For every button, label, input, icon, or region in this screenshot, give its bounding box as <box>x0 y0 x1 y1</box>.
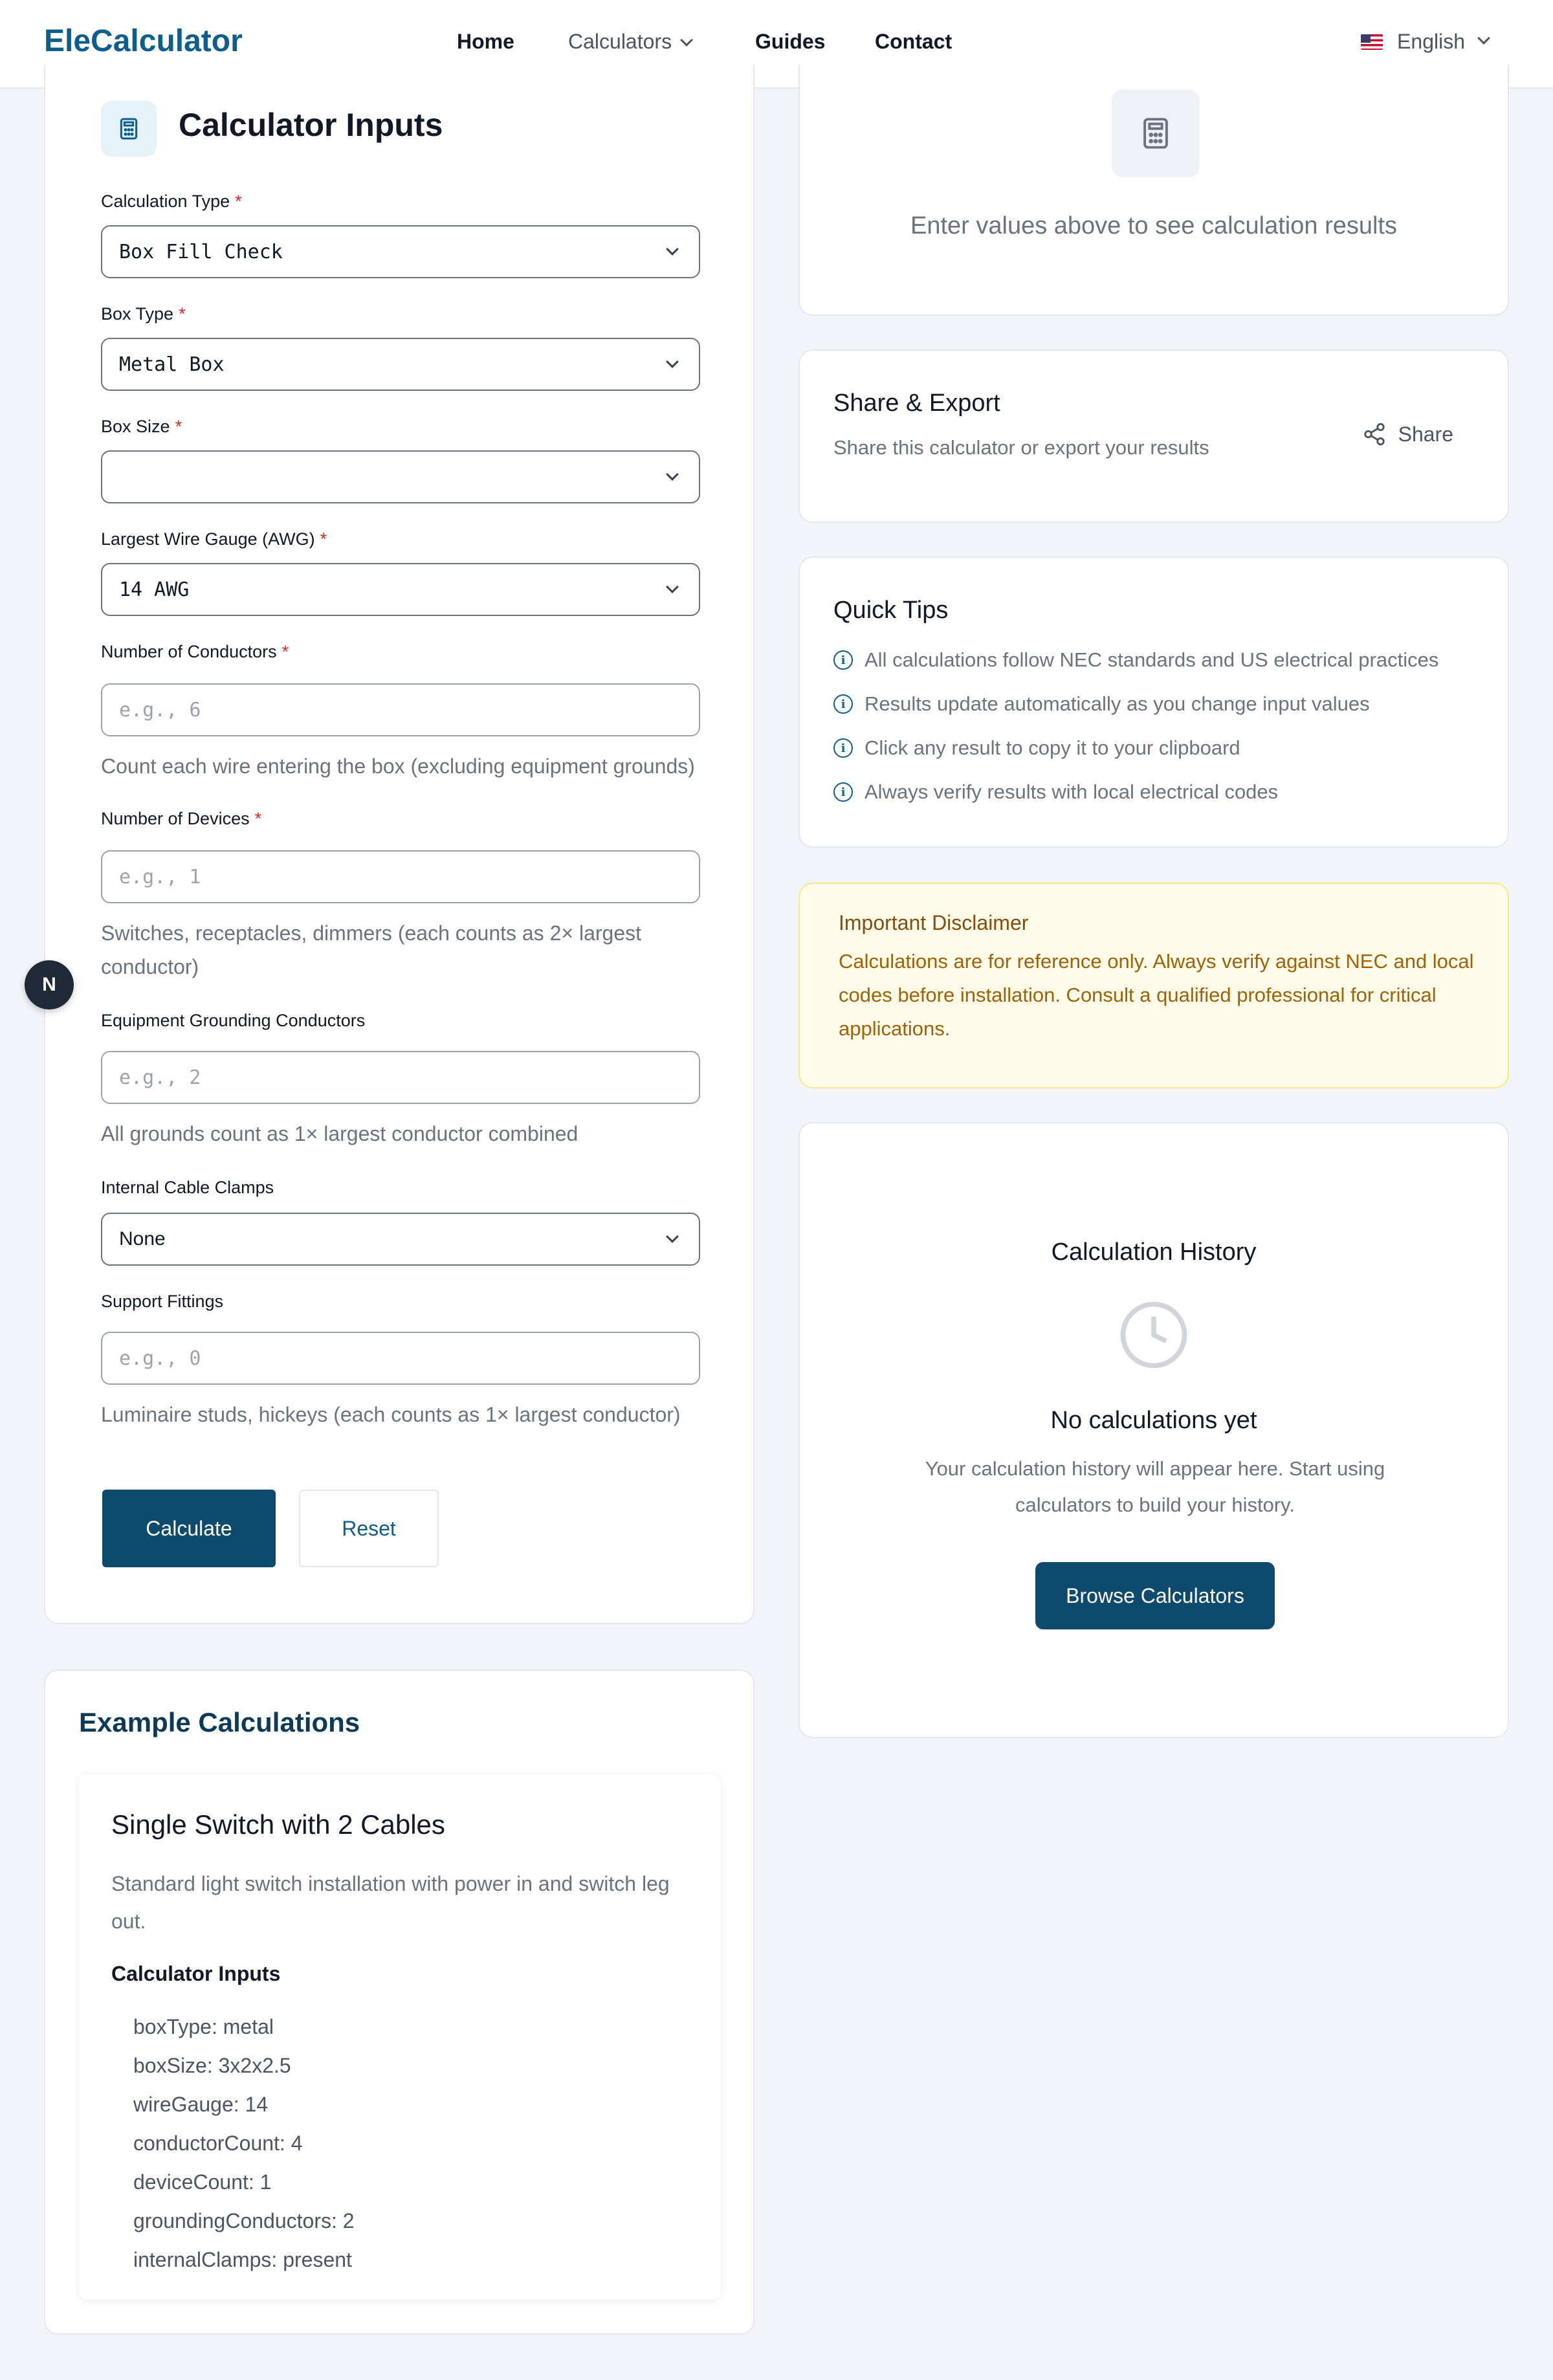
calculator-icon <box>1112 89 1200 177</box>
nav-home[interactable]: Home <box>457 30 514 53</box>
example-inputs-heading: Calculator Inputs <box>111 1962 281 1985</box>
disclaimer-title: Important Disclaimer <box>839 911 1029 934</box>
examples-title: Example Calculations <box>79 1707 360 1737</box>
conductors-label: Number of Conductors * <box>101 642 289 661</box>
calc-type-select[interactable] <box>101 225 700 278</box>
chevron-down-icon <box>666 580 679 593</box>
share-label: Share <box>1398 422 1453 446</box>
calculator-inputs-card <box>44 65 754 1624</box>
info-icon: i <box>833 694 853 714</box>
clamps-value: None <box>119 1228 166 1250</box>
example-calculations-card <box>44 1669 754 2335</box>
clamps-label: Internal Cable Clamps <box>101 1178 274 1197</box>
conductors-hint: Count each wire entering the box (excluding equipment grounds) <box>101 755 695 778</box>
fittings-input[interactable]: e.g., 0 <box>101 1332 700 1385</box>
results-card <box>799 65 1509 316</box>
box-type-select[interactable] <box>101 338 700 391</box>
chevron-down-icon <box>666 1230 679 1243</box>
calculator-icon <box>101 101 157 157</box>
results-placeholder: Enter values above to see calculation results <box>910 212 1397 239</box>
calc-type-label: Calculation Type * <box>101 192 242 211</box>
info-icon: i <box>833 738 853 758</box>
reset-button[interactable]: Reset <box>299 1490 439 1567</box>
grounding-hint: All grounds count as 1× largest conductor combined <box>101 1122 578 1145</box>
calculation-history-card <box>799 1122 1509 1738</box>
browse-calculators-button[interactable]: Browse Calculators <box>1035 1562 1275 1629</box>
wire-gauge-value: 14 AWG <box>119 578 190 601</box>
language-selector[interactable] <box>1361 30 1488 54</box>
history-empty-title: No calculations yet <box>1050 1407 1257 1434</box>
disclaimer-card <box>799 883 1509 1088</box>
fittings-label: Support Fittings <box>101 1292 224 1311</box>
calculate-button[interactable]: Calculate <box>102 1490 276 1567</box>
nav-calculators-label: Calculators <box>568 30 672 53</box>
share-export-card <box>799 349 1509 523</box>
share-subtitle: Share this calculator or export your results <box>833 436 1209 459</box>
nav-contact[interactable]: Contact <box>875 30 953 53</box>
history-empty-text: Your calculation history will appear here. Start using calculators to build your history. <box>925 1457 1385 1516</box>
share-button[interactable] <box>1362 422 1453 446</box>
clock-icon <box>1117 1298 1191 1372</box>
chevron-down-icon <box>680 34 693 47</box>
devices-input[interactable]: e.g., 1 <box>101 850 700 903</box>
floating-n-badge[interactable]: N <box>25 960 74 1009</box>
box-type-label: Box Type * <box>101 304 186 324</box>
devices-hint: Switches, receptacles, dimmers (each counts as 2× largest conductor) <box>101 921 642 978</box>
wire-gauge-select[interactable] <box>101 563 700 616</box>
grounding-label: Equipment Grounding Conductors <box>101 1011 366 1030</box>
chevron-down-icon <box>666 468 679 481</box>
list-item: deviceCount: 1 <box>133 2170 272 2194</box>
clamps-select[interactable] <box>101 1213 700 1266</box>
tip-item: i Click any result to copy it to your clipboard <box>833 736 1240 760</box>
info-icon: i <box>833 782 853 802</box>
language-label: English <box>1397 30 1465 53</box>
tip-item: i Always verify results with local electrical codes <box>833 780 1278 804</box>
box-size-label: Box Size * <box>101 417 182 436</box>
nav-calculators[interactable] <box>568 30 691 54</box>
card-title: Calculator Inputs <box>179 107 443 143</box>
fittings-hint: Luminaire studs, hickeys (each counts as 1× largest conductor) <box>101 1403 681 1426</box>
chevron-down-icon <box>666 355 679 368</box>
quick-tips-card <box>799 556 1509 848</box>
list-item: wireGauge: 14 <box>133 2093 269 2116</box>
conductors-input[interactable]: e.g., 6 <box>101 683 700 736</box>
disclaimer-text: Calculations are for reference only. Always verify against NEC and local codes before installation. Consult a qualified professional for critical applications. <box>839 950 1474 1040</box>
example-inputs-list <box>133 2007 355 2279</box>
box-type-value: Metal Box <box>119 353 225 376</box>
box-size-select[interactable] <box>101 450 700 503</box>
tip-item: i Results update automatically as you change input values <box>833 692 1370 716</box>
history-title: Calculation History <box>1051 1239 1257 1266</box>
list-item: conductorCount: 4 <box>133 2132 303 2155</box>
nav-guides[interactable]: Guides <box>755 30 826 53</box>
example-description: Standard light switch installation with power in and switch leg out. <box>111 1872 670 1933</box>
chevron-down-icon <box>666 243 679 256</box>
list-item: internalClamps: present <box>133 2248 352 2271</box>
list-item: groundingConductors: 2 <box>133 2209 355 2232</box>
info-icon: i <box>833 650 853 670</box>
share-icon <box>1362 422 1387 446</box>
list-item: boxSize: 3x2x2.5 <box>133 2054 291 2077</box>
example-item[interactable] <box>79 1774 721 2300</box>
devices-label: Number of Devices * <box>101 809 262 828</box>
chevron-down-icon <box>1477 32 1490 45</box>
wire-gauge-label: Largest Wire Gauge (AWG) * <box>101 529 327 549</box>
grounding-input[interactable]: e.g., 2 <box>101 1051 700 1104</box>
list-item: boxType: metal <box>133 2015 274 2038</box>
tips-title: Quick Tips <box>833 597 949 624</box>
calc-type-value: Box Fill Check <box>119 240 283 263</box>
share-title: Share & Export <box>833 390 1000 417</box>
us-flag-icon <box>1361 34 1383 50</box>
site-logo[interactable]: EleCalculator <box>44 24 243 58</box>
example-title: Single Switch with 2 Cables <box>111 1809 445 1840</box>
tip-item: i All calculations follow NEC standards and US electrical practices <box>833 648 1438 672</box>
